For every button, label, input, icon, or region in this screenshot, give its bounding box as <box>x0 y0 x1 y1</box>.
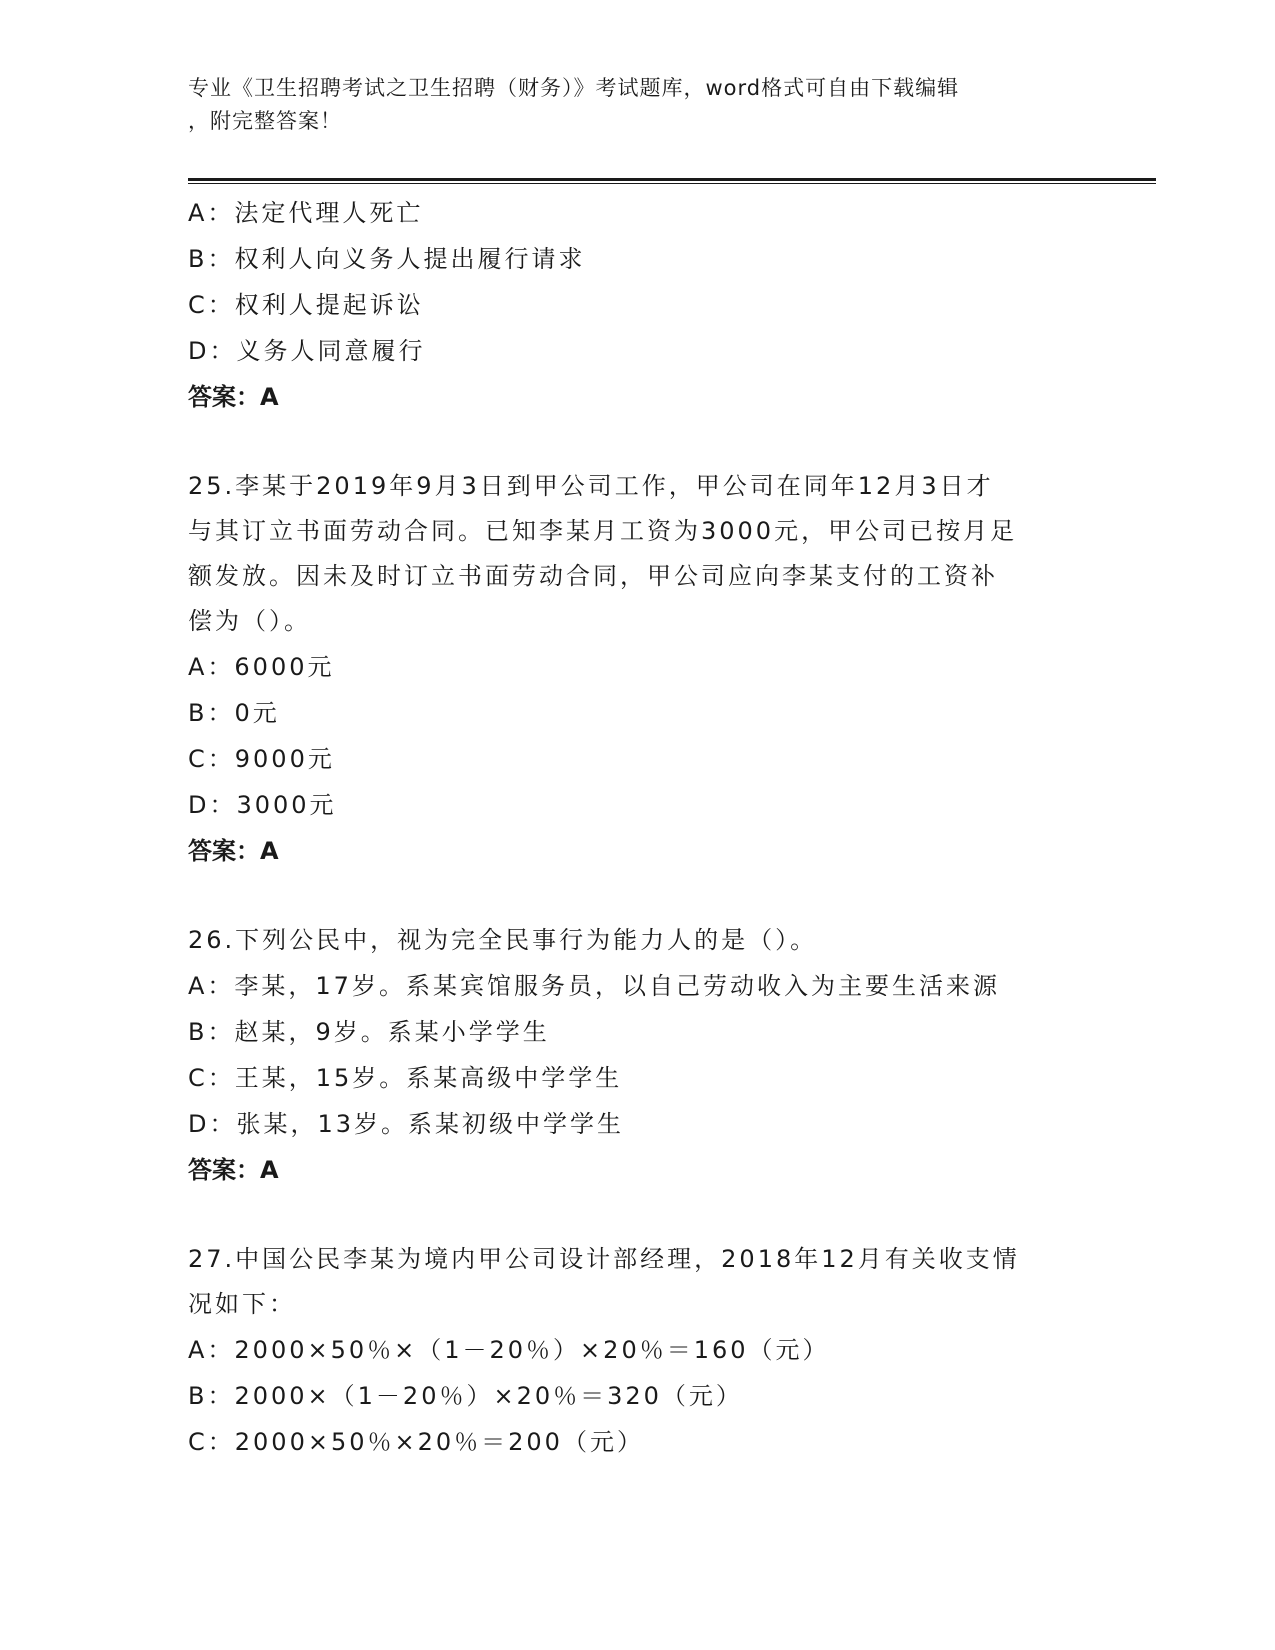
header-rule-thin <box>188 183 1156 184</box>
option-d: D：3000元 <box>188 791 337 819</box>
question-stem-line: 况如下： <box>188 1290 296 1318</box>
question-27 <box>188 1237 1088 1465</box>
option-c: C：王某，15岁。系某高级中学学生 <box>188 1064 623 1092</box>
question-25 <box>188 464 1088 874</box>
option-a: A：法定代理人死亡 <box>188 199 424 227</box>
question-stem-line: 额发放。因未及时订立书面劳动合同，甲公司应向李某支付的工资补 <box>188 562 998 590</box>
question-list <box>188 190 1088 1465</box>
header-rule-thick <box>188 178 1156 181</box>
question-stem-line: 27.中国公民李某为境内甲公司设计部经理，2018年12月有关收支情 <box>188 1245 1020 1273</box>
question-stem-line: 26.下列公民中，视为完全民事行为能力人的是（）。 <box>188 926 818 954</box>
option-b: B：0元 <box>188 699 280 727</box>
option-a: A：李某，17岁。系某宾馆服务员，以自己劳动收入为主要生活来源 <box>188 972 1000 1000</box>
header-line-1: 专业《卫生招聘考试之卫生招聘（财务）》考试题库，word格式可自由下载编辑 <box>188 76 960 100</box>
option-c: C：9000元 <box>188 745 335 773</box>
question-24 <box>188 190 1088 420</box>
option-b: B：权利人向义务人提出履行请求 <box>188 245 586 273</box>
answer-line: 答案：A <box>188 837 279 865</box>
option-d: D：义务人同意履行 <box>188 337 426 365</box>
spacer <box>188 1193 1088 1237</box>
spacer <box>188 874 1088 918</box>
option-b: B：2000×（1－20％）×20％＝320（元） <box>188 1382 743 1410</box>
answer-line: 答案：A <box>188 1156 279 1184</box>
answer-line: 答案：A <box>188 383 279 411</box>
spacer <box>188 420 1088 464</box>
option-b: B：赵某，9岁。系某小学学生 <box>188 1018 550 1046</box>
document-header <box>188 72 1068 138</box>
option-c: C：2000×50％×20％＝200（元） <box>188 1428 644 1456</box>
option-a: A：6000元 <box>188 653 335 681</box>
question-stem-line: 偿为（）。 <box>188 607 311 635</box>
header-line-2: ，附完整答案！ <box>188 109 342 133</box>
question-26 <box>188 918 1088 1193</box>
question-stem-line: 与其订立书面劳动合同。已知李某月工资为3000元，甲公司已按月足 <box>188 517 1018 545</box>
question-stem-line: 25.李某于2019年9月3日到甲公司工作，甲公司在同年12月3日才 <box>188 472 994 500</box>
option-d: D：张某，13岁。系某初级中学学生 <box>188 1110 625 1138</box>
option-c: C：权利人提起诉讼 <box>188 291 424 319</box>
option-a: A：2000×50％×（1－20％）×20％＝160（元） <box>188 1336 830 1364</box>
